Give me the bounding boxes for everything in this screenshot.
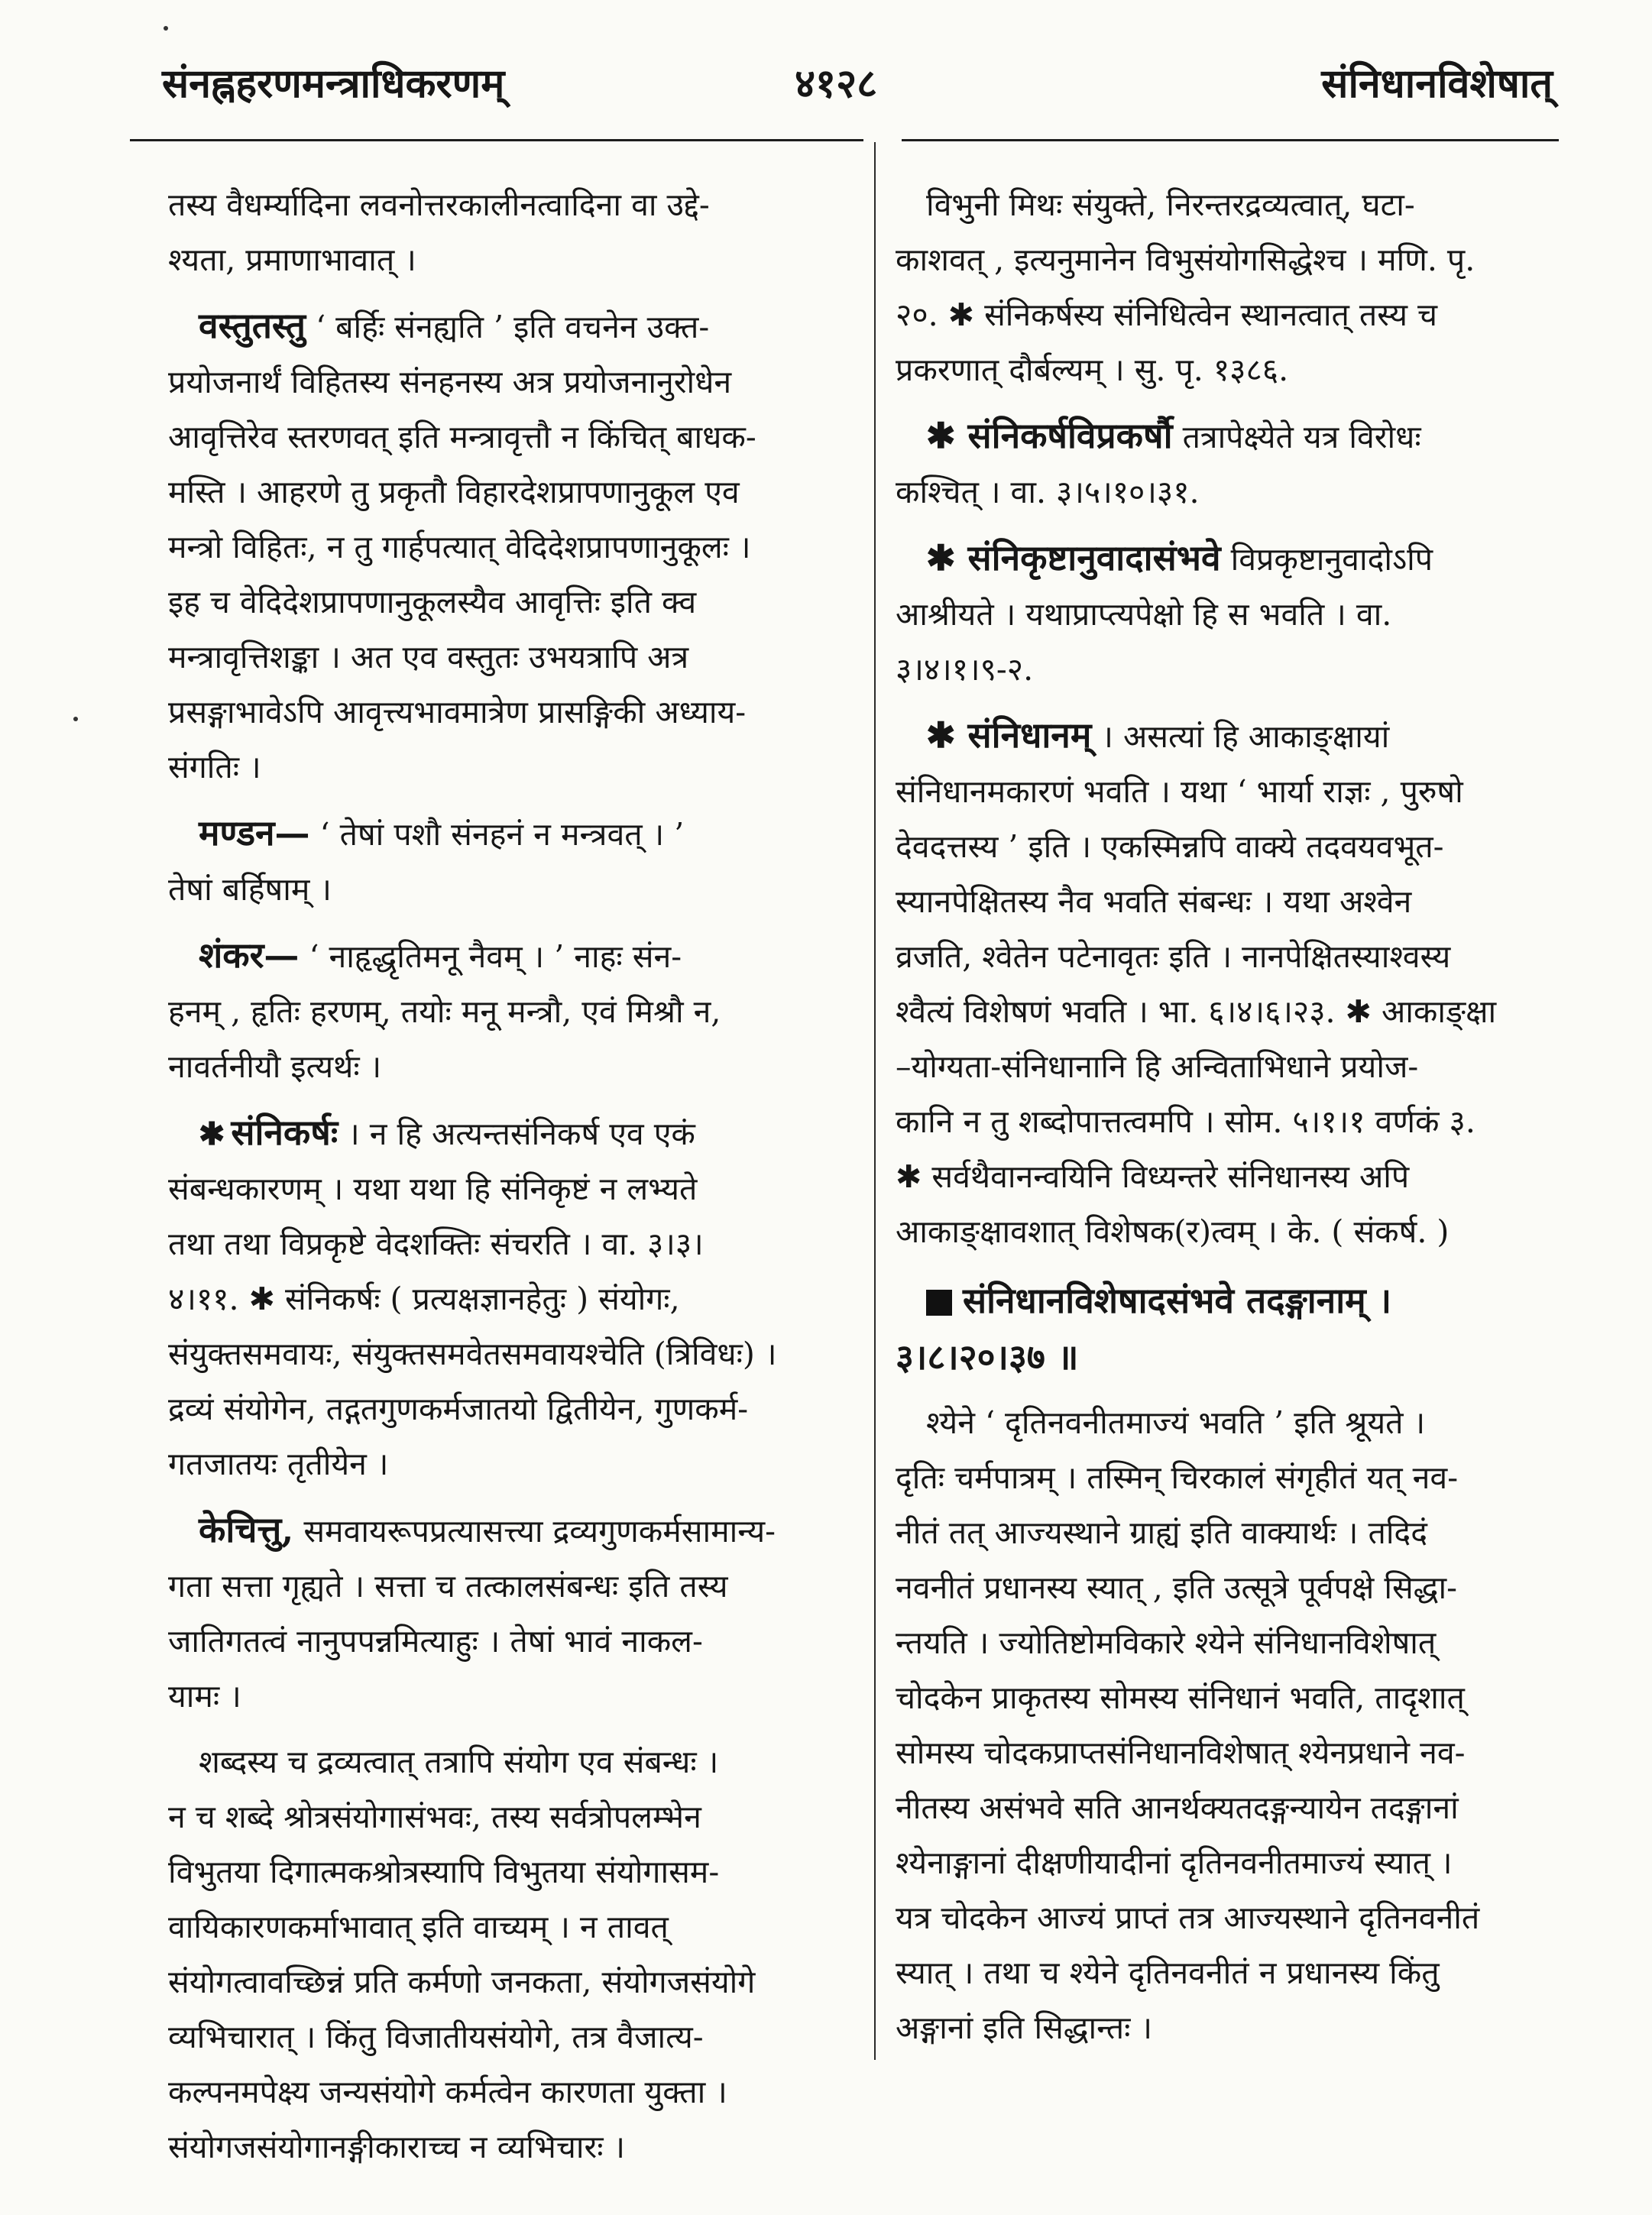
text-line: स्यानपेक्षितस्य नैव भवति संबन्धः । यथा अश्वेन <box>896 883 1412 920</box>
text-line: संयोगत्वावच्छिन्नं प्रति कर्मणो जनकता, संयोगजसंयोगे <box>168 1964 756 2000</box>
lemma: केचित्तु, <box>199 1509 294 1550</box>
page-header <box>0 0 1652 145</box>
text-line: प्रयोजनार्थं विहितस्य संनहनस्य अत्र प्रयोजनानुरोधेन <box>168 364 732 400</box>
text-line: मस्ति । आहरणे तु प्रकृतौ विहारदेशप्रापणानुकूल एव <box>168 474 740 510</box>
paragraph <box>168 928 841 1094</box>
text-line: शब्दस्य च द्रव्यत्वात् तत्रापि संयोग एव संबन्धः । <box>199 1744 719 1780</box>
lemma: ✱ संनिकर्षविप्रकर्षौ <box>926 415 1173 456</box>
text-line: जातिगतत्वं नानुपपन्नमित्याहुः । तेषां भावं नाकल- <box>168 1623 703 1660</box>
text-line: न च शब्दे श्रोत्रसंयोगासंभवः, तस्य सर्वत्रोपलम्भेन <box>168 1799 701 1835</box>
sutra-text: संनिधानविशेषादसंभवे तदङ्गानाम् । <box>963 1280 1392 1321</box>
text-line: नवनीतं प्रधानस्य स्यात् , इति उत्सूत्रे पूर्वपक्षे सिद्धा- <box>896 1569 1457 1606</box>
text-line: वायिकारणकर्माभावात् इति वाच्यम् । न तावत् <box>168 1909 669 1945</box>
speck <box>73 717 78 721</box>
text-line: तथा तथा विप्रकृष्टे वेदशक्तिः संचरति । वा. ३।३। <box>168 1226 704 1262</box>
text-line: मन्त्रावृत्तिशङ्का । अत एव वस्तुतः उभयत्रापि अत्र <box>168 639 689 675</box>
paragraph <box>896 1395 1560 2055</box>
header-rule-left <box>130 139 863 141</box>
lemma: वस्तुतस्तु <box>199 305 306 346</box>
text-line: नावर्तनीयौ इत्यर्थः । <box>168 1048 382 1085</box>
paragraph <box>896 177 1560 397</box>
text-line: तेषां बर्हिषाम् । <box>168 871 332 908</box>
text-line: अङ्गानां इति सिद्धान्तः । <box>896 2009 1153 2046</box>
running-head-left: संनह्नहरणमन्त्राधिकरणम् <box>162 60 505 107</box>
text-line: –योग्यता-संनिधानानि हि अन्विताभिधाने प्रयोज- <box>896 1048 1419 1085</box>
text-line: संबन्धकारणम् । यथा यथा हि संनिकृष्टं न लभ्यते <box>168 1171 698 1207</box>
text-line: वस्तुतस्तु ‘ बर्हिः संनह्यति ’ इति वचनेन उक्त- <box>199 305 710 346</box>
text-line: गता सत्ता गृह्यते । सत्ता च तत्कालसंबन्धः इति तस्य <box>168 1568 728 1605</box>
text-line: कश्चित् । वा. ३।५।१०।३१. <box>896 474 1200 510</box>
text-line: न्तयति । ज्योतिष्टोमविकारे श्येने संनिधानविशेषात् <box>896 1624 1437 1661</box>
text-line: ✱ संनिधानम् । असत्यां हि आकाङ्क्षायां <box>926 714 1390 756</box>
text-line: संयोगजसंयोगानङ्गीकाराच्च न व्यभिचारः । <box>168 2129 626 2165</box>
text-line: दृतिः चर्मपात्रम् । तस्मिन् चिरकालं संगृहीतं यत् नव- <box>896 1459 1459 1496</box>
paragraph <box>896 408 1560 520</box>
text-line: आकाङ्क्षावशात् विशेषक(र)त्वम् । के. ( संकर्ष. ) <box>896 1213 1450 1250</box>
right-column <box>896 177 1560 2066</box>
text-line: प्रसङ्गाभावेऽपि आवृत्त्यभावमात्रेण प्रासङ्गिकी अध्याय- <box>168 694 747 730</box>
left-column <box>168 177 841 2185</box>
text-line: ३।४।१।९-२. <box>896 651 1034 688</box>
text-line: संगतिः । <box>168 749 261 785</box>
text-line: देवदत्तस्य ’ इति । एकस्मिन्नपि वाक्ये तदवयवभूत- <box>896 828 1444 865</box>
lemma: ✱ संनिकृष्टानुवादासंभवे <box>926 537 1221 578</box>
text-line: ✱ संनिकर्षः । न हि अत्यन्तसंनिकर्ष एव एकं <box>199 1112 695 1153</box>
text-line: नीतस्य असंभवे सति आनर्थक्यतदङ्गन्यायेन तदङ्गानां <box>896 1789 1459 1826</box>
text-line: २०. ✱ संनिकर्षस्य संनिधित्वेन स्थानत्वात् तस्य च <box>896 296 1438 333</box>
asterisk-icon: ✱ <box>199 1116 225 1152</box>
text-line: ✱ संनिकर्षविप्रकर्षौ तत्रापेक्ष्येते यत्र विरोधः <box>926 415 1421 456</box>
text-line: चोदकेन प्राकृतस्य सोमस्य संनिधानं भवति, तादृशात् <box>896 1679 1465 1716</box>
text-line <box>896 1273 1560 1329</box>
text-line: आश्रीयते । यथाप्राप्त्यपेक्षो हि स भवति । वा. <box>896 596 1392 633</box>
text-line: शंकर— ‘ नाहृद्धृतिमनू नैवम् । ’ नाहः संन- <box>199 934 682 976</box>
text-line: ✱ सर्वथैवानन्वयिनि विध्यन्तरे संनिधानस्य अपि <box>896 1158 1410 1195</box>
text-line: द्रव्यं संयोगेन, तद्गतगुणकर्मजातयो द्वितीयेन, गुणकर्म- <box>168 1391 749 1427</box>
text-line: हनम् , हृतिः हरणम्, तयोः मनू मन्त्रौ, एवं मिश्रौ न, <box>168 993 721 1030</box>
paragraph <box>896 530 1560 697</box>
text-line: ४।११. ✱ संनिकर्षः ( प्रत्यक्षज्ञानहेतुः ) संयोगः, <box>168 1281 680 1317</box>
text-line: विभुतया दिगात्मकश्रोत्रस्यापि विभुतया संयोगासम- <box>168 1854 720 1890</box>
header-rule-right <box>902 139 1559 141</box>
paragraph <box>168 1734 841 2175</box>
text-line: गतजातयः तृतीयेन । <box>168 1446 389 1482</box>
text-line: व्रजति, श्वेतेन पटेनावृतः इति । नानपेक्षितस्याश्वस्य <box>896 938 1451 975</box>
lemma: शंकर— <box>199 934 300 976</box>
text-line: संयुक्तसमवायः, संयुक्तसमवेतसमवायश्चेति (त्रिविधः) । <box>168 1336 777 1372</box>
running-head-right: संनिधानविशेषात् <box>1321 60 1553 107</box>
lemma: संनिकर्षः <box>231 1112 338 1153</box>
paragraph <box>168 1502 841 1724</box>
text-line: व्यभिचारात् । किंतु विजातीयसंयोगे, तत्र वैजात्य- <box>168 2019 704 2055</box>
text-line: विभुनी मिथः संयुक्ते, निरन्तरद्रव्यत्वात्, घटा- <box>926 186 1415 223</box>
lemma: मण्डन— <box>199 812 310 853</box>
text-line: संनिधानमकारणं भवति । यथा ‘ भार्या राज्ञः , पुरुषो <box>896 773 1463 810</box>
text-line: इह च वेदिदेशप्रापणानुकूलस्यैव आवृत्तिः इति क्व <box>168 584 697 620</box>
text-line: नीतं तत् आज्यस्थाने ग्राह्यं इति वाक्यार्थः । तदिदं <box>896 1514 1427 1551</box>
sutra-reference: ३।८।२०।३७ ॥ <box>896 1336 1079 1378</box>
lemma: ✱ संनिधानम् <box>926 714 1092 756</box>
paragraph <box>168 298 841 795</box>
text-line: प्रकरणात् दौर्बल्यम् । सु. पृ. १३८६. <box>896 351 1289 388</box>
text-line: तस्य वैधर्म्यादिना लवनोत्तरकालीनत्वादिना वा उद्दे- <box>168 186 710 223</box>
paragraph <box>168 177 841 287</box>
text-line: ✱ संनिकृष्टानुवादासंभवे विप्रकृष्टानुवादोऽपि <box>926 537 1433 578</box>
adhikarana-mark-icon <box>926 1290 952 1316</box>
sutra-heading <box>896 1273 1560 1384</box>
text-line: कल्पनमपेक्ष्य जन्यसंयोगे कर्मत्वेन कारणता युक्ता । <box>168 2074 727 2110</box>
text-line: स्यात् । तथा च श्येने दृतिनवनीतं न प्रधानस्य किंतु <box>896 1954 1440 1991</box>
text-line: काशवत् , इत्यनुमानेन विभुसंयोगसिद्धेश्च । मणि. पृ. <box>896 241 1475 278</box>
paragraph <box>896 708 1560 1259</box>
page-number: ४१२८ <box>795 60 878 107</box>
text-line: केचित्तु, समवायरूपप्रत्यासत्त्या द्रव्यगुणकर्मसामान्य- <box>199 1509 776 1550</box>
text-line: श्यता, प्रमाणाभावात् । <box>168 241 416 278</box>
text-line: श्येने ‘ दृतिनवनीतमाज्यं भवति ’ इति श्रूयते । <box>926 1404 1426 1441</box>
text-line: सोमस्य चोदकप्राप्तसंनिधानविशेषात् श्येनप्रधाने नव- <box>896 1734 1466 1771</box>
text-line: यत्र चोदकेन आज्यं प्राप्तं तत्र आज्यस्थाने दृतिनवनीतं <box>896 1899 1480 1936</box>
text-line: कानि न तु शब्दोपात्तत्वमपि । सोम. ५।१।१ वर्णकं ३. <box>896 1103 1475 1140</box>
column-divider <box>874 142 876 2060</box>
paragraph <box>168 1105 841 1491</box>
text-line: श्येनाङ्गानां दीक्षणीयादीनां दृतिनवनीतमाज्यं स्यात् । <box>896 1844 1453 1881</box>
text-line: मण्डन— ‘ तेषां पशौ संनहनं न मन्त्रवत् । ’ <box>199 812 685 853</box>
text-line: यामः । <box>168 1678 241 1715</box>
text-line: आवृत्तिरेव स्तरणवत् इति मन्त्रावृत्तौ न किंचित् बाधक- <box>168 419 756 455</box>
text-line: मन्त्रो विहितः, न तु गार्हपत्यात् वेदिदेशप्रापणानुकूलः । <box>168 529 751 565</box>
text-line: श्वैत्यं विशेषणं भवति । भा. ६।४।६।२३. ✱ आकाङ्क्षा <box>896 993 1497 1030</box>
speck <box>164 26 168 31</box>
paragraph <box>168 805 841 917</box>
